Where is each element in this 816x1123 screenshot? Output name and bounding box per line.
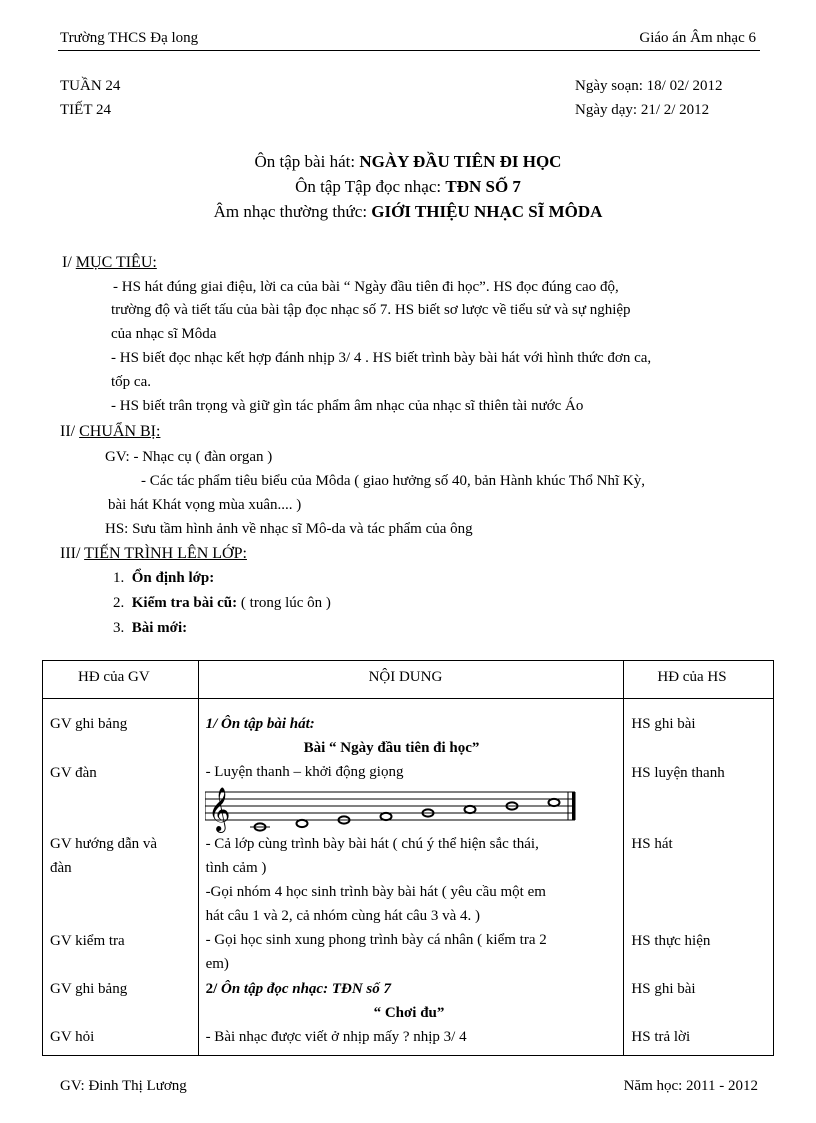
objective-line: của nhạc sĩ Môda bbox=[111, 326, 217, 342]
gv-column bbox=[43, 699, 199, 1056]
title-reading: Ôn tập Tập đọc nhạc: TĐN SỐ 7 bbox=[295, 177, 521, 196]
step-2: 2. Kiểm tra bài cũ: ( trong lúc ôn ) bbox=[113, 595, 331, 611]
gv-activity: GV hỏi bbox=[50, 1029, 95, 1045]
hs-activity: HS trả lời bbox=[631, 1029, 691, 1045]
gv-activity: GV ghi bảng bbox=[50, 981, 128, 997]
content-line: - Cả lớp cùng trình bày bài hát ( chú ý thể hiện sắc thái, bbox=[205, 836, 539, 852]
title-song: Ôn tập bài hát: NGÀY ĐẦU TIÊN ĐI HỌC bbox=[254, 152, 562, 171]
prep-line: GV: - Nhạc cụ ( đàn organ ) bbox=[105, 449, 273, 465]
content-line: -Gọi nhóm 4 học sinh trình bày bài hát ( yêu cầu một em bbox=[205, 884, 546, 900]
gv-activity: GV kiểm tra bbox=[50, 933, 125, 949]
gv-activity: đàn bbox=[50, 860, 72, 876]
content-column bbox=[198, 699, 624, 1056]
hs-activity: HS ghi bài bbox=[631, 716, 696, 732]
step-1: 1. Ổn định lớp: bbox=[113, 570, 215, 586]
taught-date: Ngày dạy: 21/ 2/ 2012 bbox=[575, 102, 710, 118]
prep-line: - Các tác phẩm tiêu biểu của Môda ( giao hưởng số 40, bản Hành khúc Thổ Nhĩ Kỳ, bbox=[141, 473, 646, 489]
warmup-staff bbox=[205, 786, 615, 836]
school-year: Năm học: 2011 - 2012 bbox=[623, 1078, 758, 1094]
lesson-number: TIẾT 24 bbox=[60, 102, 111, 118]
gv-activity: GV đàn bbox=[50, 765, 97, 781]
prep-line: bài hát Khát vọng mùa xuân.... ) bbox=[108, 497, 302, 513]
hs-activity: HS luyện thanh bbox=[631, 765, 725, 781]
hs-activity: HS ghi bài bbox=[631, 981, 696, 997]
gv-activity: GV ghi bảng bbox=[50, 716, 128, 732]
school-name: Trường THCS Đạ long bbox=[60, 30, 199, 46]
objective-line: - HS biết đọc nhạc kết hợp đánh nhịp 3/ 4 . HS biết trình bày bài hát với hình thức đơn ca, bbox=[111, 350, 652, 366]
lesson-table bbox=[42, 660, 774, 1056]
header-gv: HĐ của GV bbox=[43, 661, 199, 699]
objective-line: tốp ca. bbox=[111, 374, 151, 390]
tdn-heading: 2/ Ôn tập đọc nhạc: TĐN số 7 bbox=[205, 981, 391, 997]
whole-note bbox=[297, 820, 308, 827]
treble-clef-icon: 𝄞 bbox=[208, 787, 231, 831]
title-appreciation: Âm nhạc thường thức: GIỚI THIỆU NHẠC SĨ MÔDA bbox=[213, 202, 603, 221]
objective-line: trường độ và tiết tấu của bài tập đọc nhạc số 7. HS biết sơ lược về tiểu sử và sự nghiệp bbox=[111, 302, 631, 318]
whole-note bbox=[549, 799, 560, 806]
hs-activity: HS hát bbox=[631, 836, 673, 852]
week-label: TUẦN 24 bbox=[60, 78, 121, 94]
content-line: - Gọi học sinh xung phong trình bày cá nhân ( kiểm tra 2 bbox=[205, 932, 547, 948]
header-divider bbox=[58, 50, 760, 51]
objective-line: - HS biết trân trọng và giữ gìn tác phẩm âm nhạc của nhạc sĩ thiên tài nước Áo bbox=[111, 398, 584, 414]
whole-note bbox=[465, 806, 476, 813]
process-heading: III/ TIẾN TRÌNH LÊN LỚP: bbox=[60, 545, 247, 562]
whole-note bbox=[381, 813, 392, 820]
hs-activity: HS thực hiện bbox=[631, 933, 711, 949]
subject-label: Giáo án Âm nhạc 6 bbox=[639, 30, 756, 46]
song-heading: 1/ Ôn tập bài hát: bbox=[205, 716, 315, 732]
gv-activity: GV hướng dẫn và bbox=[50, 836, 158, 852]
teacher-name: GV: Đinh Thị Lương bbox=[60, 1078, 187, 1094]
prep-line: HS: Sưu tầm hình ảnh về nhạc sĩ Mô-da và tác phẩm của ông bbox=[105, 521, 473, 537]
prepared-date: Ngày soạn: 18/ 02/ 2012 bbox=[575, 78, 723, 94]
song-title: Bài “ Ngày đầu tiên đi học” bbox=[303, 740, 480, 756]
hs-column bbox=[624, 699, 774, 1056]
warmup-line: - Luyện thanh – khởi động giọng bbox=[205, 764, 404, 780]
step-3: 3. Bài mới: bbox=[113, 620, 188, 636]
content-line: em) bbox=[205, 956, 229, 972]
header-content: NỘI DUNG bbox=[198, 661, 624, 699]
objectives-heading: I/ MỤC TIÊU: bbox=[62, 254, 157, 271]
objective-line: - HS hát đúng giai điệu, lời ca của bài “ Ngày đầu tiên đi học”. HS đọc đúng cao độ, bbox=[113, 279, 619, 295]
content-line: - Bài nhạc được viết ở nhịp mấy ? nhịp 3/ 4 bbox=[205, 1029, 467, 1045]
scale-notes bbox=[250, 799, 560, 831]
content-line: hát câu 1 và 2, cả nhóm cùng hát câu 3 và 4. ) bbox=[205, 908, 481, 924]
tdn-title: “ Chơi đu” bbox=[373, 1005, 445, 1021]
header-hs: HĐ của HS bbox=[624, 661, 774, 699]
content-line: tình cảm ) bbox=[205, 860, 267, 876]
prep-heading: II/ CHUẨN BỊ: bbox=[60, 423, 161, 440]
